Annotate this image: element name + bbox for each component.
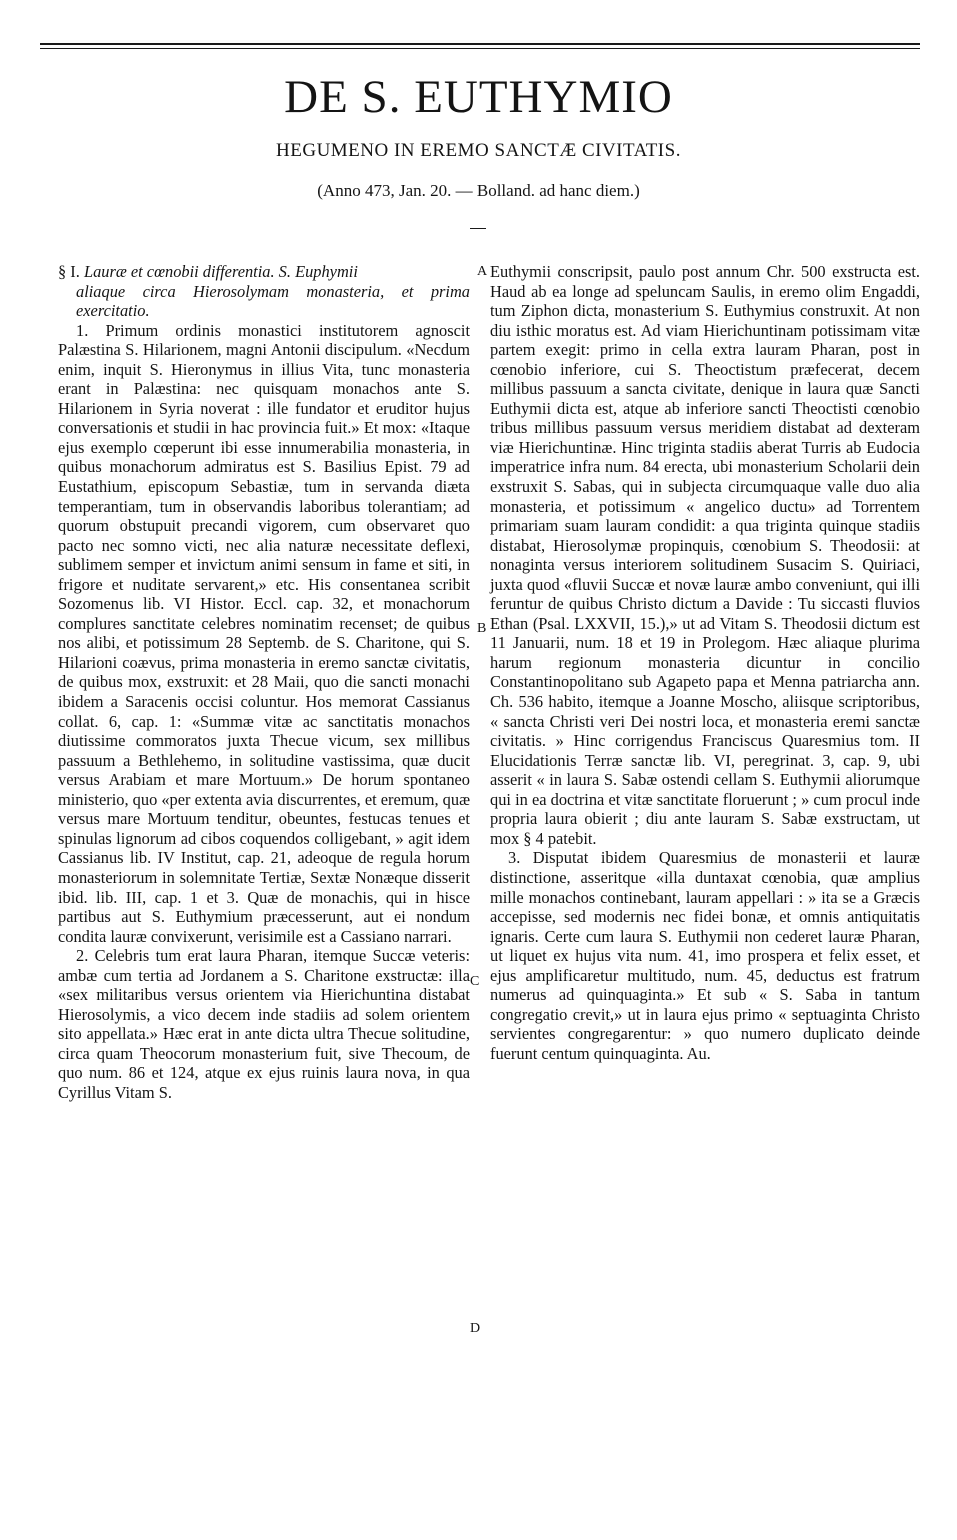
paragraph-1: 1. Primum ordinis monastici institutorem agnoscit Palæstina S. Hilarionem, magni Antonii discipulum. «Necdum enim, inquit S. Hieronymus in illius Vita, tunc monasteria erant in Palæstina: nec quisquam monachos ante S. Hilarionem in Syria noverat : ille fundator et eruditor hujus conversationis et studii in hac provincia fuit.» Et mox: «Itaque ejus exemplo cœperunt ibi esse innumerabilia monasteria, in quibus monachorum admiratus est S. Basilius Epist. 79 ad Eustathium, episcopum Sebastiæ, tum in servanda diæta temperantiam, tum in observandis laboribus tolerantiam; ad quorum obstupuit precandi vigorem, cum observaret quo pacto nec somno victi, nec alia naturæ necessitate deflexi, sublimem semper et invictum animi sensum in fame et siti, in frigore et nuditate servarent,» etc. His consentanea scribit Sozomenus lib. VI Histor. Eccl. cap. 32, et monachorum complures sanctitate celebres nominatim recenset; de quibus nos alibi, et potissimum 28 Septemb. de S. Charitone, qui S. Hilarioni coævus, prima monasteria in eremo sanctæ civitatis, de quibus mox, exstruxit: et 28 Maii, quo die sancti monachi ibidem a Saracenis occisi coluntur. Hos memorat Cassianus collat. 6, cap. 1: «Summæ vitæ ac sanctitatis monachos diutissime commoratos juxta Thecue vicum, sex millibus passuum a Bethlehemo, in solitudine vastissima, quæ ducit versus Arabiam et mare Mortuum.» De horum spontaneo ministerio, quo «per extenta avia discurrentes, et eremum, quæ versus mare Mortuum tenditur, obeuntes, festucas tenues et spinulas lignorum ad cibos coquendos colligebant, » agit idem Cassianus lib. IV Institut, cap. 21, adeoque de regula horum monasteriorum in solemnitate Tertiæ, Sextæ Nonæque disserit ibid. lib. III, cap. 1 et 3. Quæ de monachis, qui in hisce partibus aut S. Euthymium præcesserunt, aut ei nondum condita lauræ convixerunt, verisimile est a Cassiano narrari.: [58, 320, 470, 946]
margin-marker-c: C: [470, 974, 480, 989]
dateline: (Anno 473, Jan. 20. — Bolland. ad hanc diem.): [317, 181, 640, 200]
title-dash: [470, 228, 486, 229]
right-column: [490, 262, 920, 1063]
section-mark: § I.: [58, 262, 80, 281]
section-heading-rest: aliaque circa Hierosolymam monasteria, et prima exercitatio.: [76, 281, 470, 321]
top-rule-thin: [40, 48, 920, 49]
paragraph-2: 2. Celebris tum erat laura Pharan, itemque Succæ veteris: ambæ cum tertia ad Jordanem a S. Charitone exstructæ: illa «sex militaribus versus orientem via Hierichuntina distabat Hierosolymis, a vico decem inde stadiis ad solem orientem sito appellata.» Hæc erat in ante dicta ultra Thecue solitudine, circa quam Theocorum monasterium fuit, sive Thecoum, de quo num. 86 et 124, atque ex ejus ruinis laura nova, in qua Cyrillus Vitam S.: [58, 946, 470, 1102]
paragraph-2-continued: Euthymii conscripsit, paulo post annum Chr. 500 exstructa est. Haud ab ea longe ad speluncam Saulis, in eremo olim Engaddi, tum Ziphon dicta, monasterium S. Euthymius construxit. At non diu isthic moratus est. Ad viam Hierichuntinam potissimam vitæ partem exegit: primo in cella extra lauram Pharan, post in cœnobio inferiore, cui S. Theoctistum præfecerat, decem millibus passuum a sancta civitate, denique in laura quæ Sancti Euthymii dicta est, atque ab inferiore sancti Theoctisti cœnobio tribus millibus passuum versus meridiem distabat ad dexteram viæ Hierichuntinæ. Hinc triginta stadiis aberat Turris ab Eudocia imperatrice infra num. 84 erecta, ubi monasterium Scholarii dein exstruxit S. Sabas, qui in subjecta circumquaque valle duo alia monasteria, et potissimum « angelico ductu» ad Torrentem primariam suam lauram condidit: a qua triginta quinque stadiis distabat, Hierosolymæ propinquis, cœnobium S. Theodosii: at nonaginta versus interiorem solitudinem Susacim S. Quiriaci, juxta quod «fluvii Succæ et novæ lauræ ambo conveniunt, qui illi feruntur de quibus Christo dictum a Davide : Tu siccasti fluvios Ethan (Psal. LXXVII, 15.),» ut ad Vitam S. Theodosii dictum est 11 Januarii, num. 18 et 19 in Prolegom. Hæc aliaque plurima harum regionum monasteria dicuntur in concilio Constantinopolitano sub Agapeto papa et Menna patriarcha ann. Ch. 536 habito, itemque a Joanne Moscho, aliisque scriptoribus, « sancta Christi veri Dei nostri loca, et monasteria eremi sanctæ civitatis. » Hinc corrigendus Franciscus Quaresmius tom. II Elucidationis Terræ sanctæ lib. VI, peregrinat. 3, cap. 9, ubi asserit « in laura S. Sabæ ostendi cellam S. Euthymii aliorumque qui in ea doctrina et vitæ sanctitate floruerunt ; » cum procul inde propria laura obierit ; diu ante lauram S. Sabæ exstructam, ut mox § 4 patebit.: [490, 262, 920, 848]
margin-marker-b: B: [477, 621, 487, 636]
margin-marker-a: A: [477, 264, 488, 279]
top-rule: [40, 43, 920, 45]
section-heading-first: Lauræ et cœnobii differentia. S. Euphymii: [83, 262, 358, 281]
page-subtitle: HEGUMENO IN EREMO SANCTÆ CIVITATIS.: [276, 140, 681, 161]
left-column: [58, 262, 470, 1103]
page-title: DE S. EUTHYMIO: [284, 71, 673, 123]
margin-marker-d: D: [470, 1321, 481, 1336]
section-heading: [58, 262, 470, 321]
paragraph-3: 3. Disputat ibidem Quaresmius de monasterii et lauræ distinctione, asseritque «illa duntaxat cœnobia, quæ amplius mille monachos continebant, lauram appellari : » ita se a Græcis accepisse, sed modernis nec fidei bonæ, et omnis antiquitatis ignaris. Certe cum laura S. Euthymii non cederet lauræ Pharan, ut liquet ex hujus vita num. 41, imo prospera et felix esset, et ejus amplificaretur multitudo, num. 45, deductus est fratrum numerus ad quinquaginta.» Et sub « S. Saba in tantum congregatio crevit,» ut in laura ejus primo « septuaginta Christo servientes congregarentur: » quo numero duplicato deinde fuerunt centum quinquaginta. Au.: [490, 848, 920, 1063]
